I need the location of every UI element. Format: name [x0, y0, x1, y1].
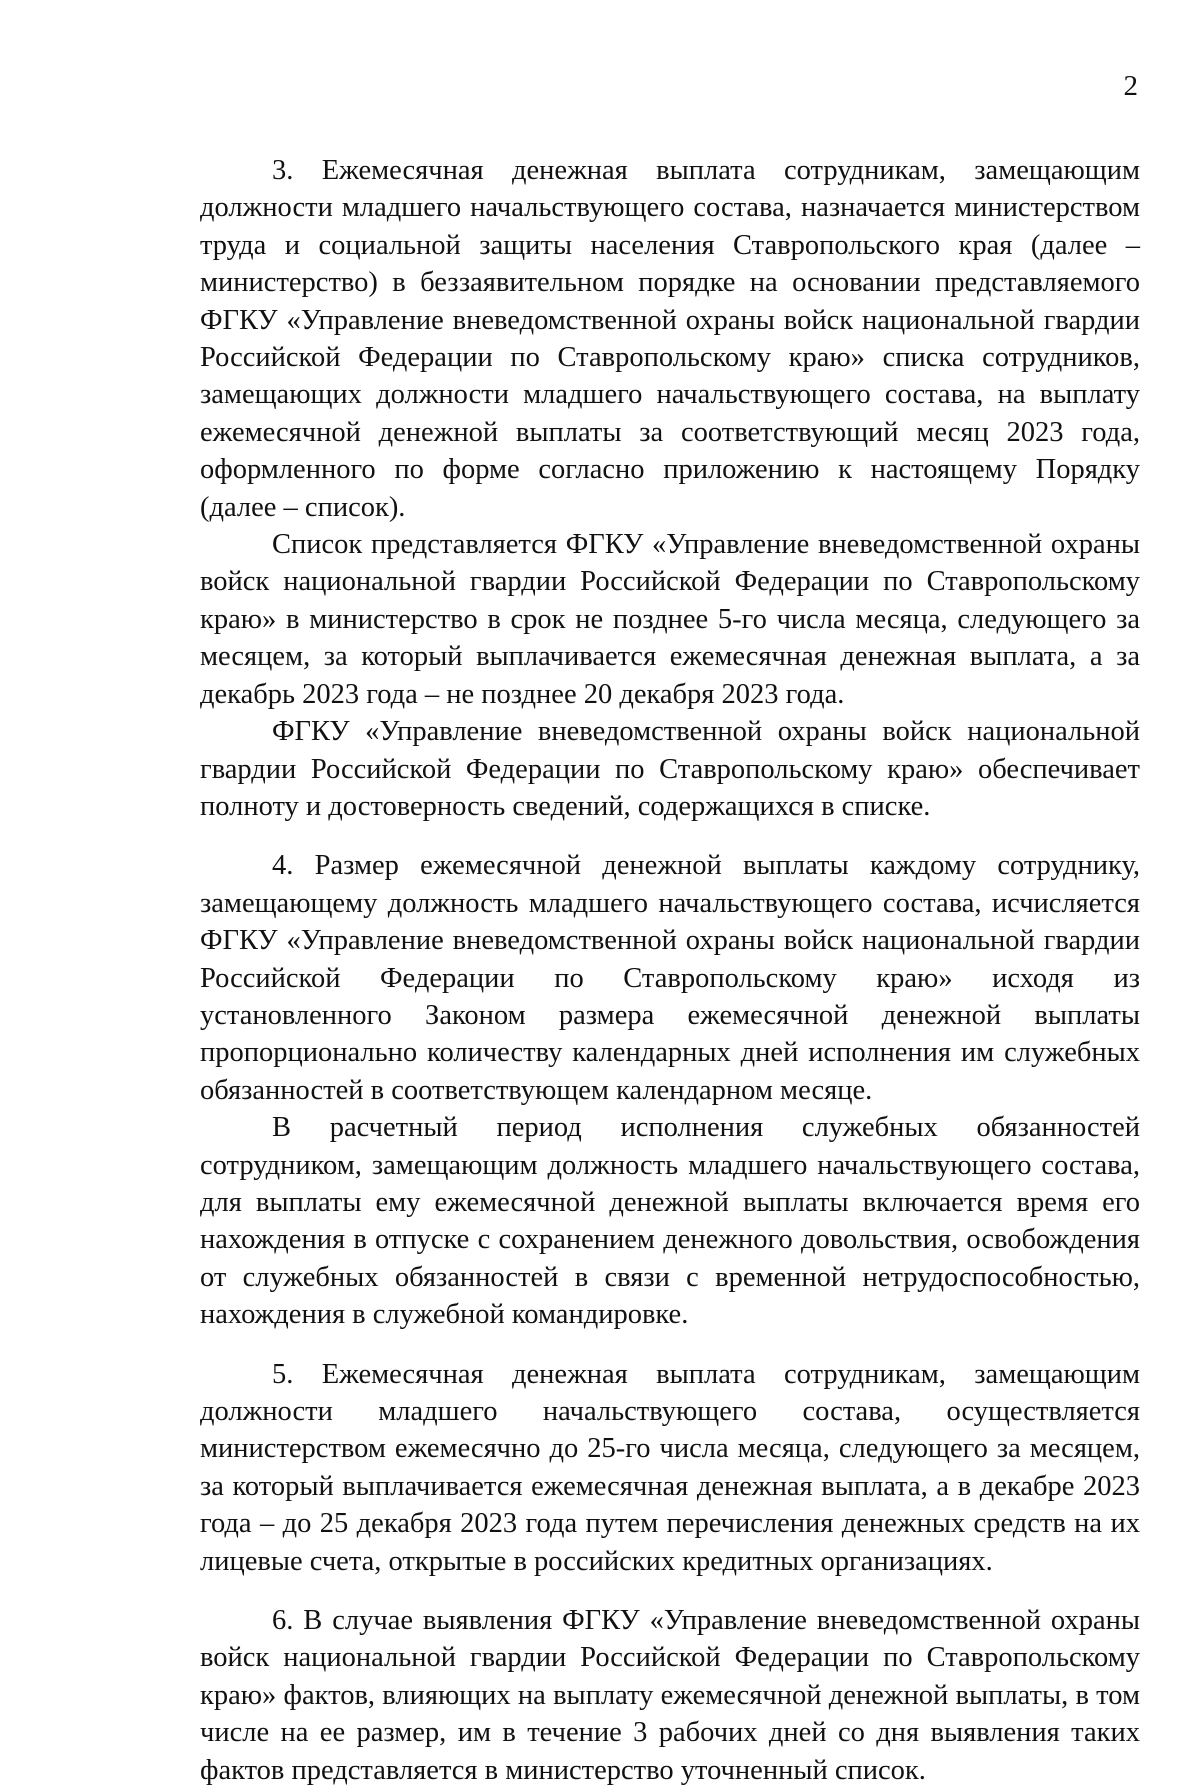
- page-number: 2: [1123, 70, 1138, 102]
- paragraph-item-6: 6. В случае выявления ФГКУ «Управление вневедомственной охраны войск национальной гвардии Российской Федерации по Ставропольскому краю» фактов, влияющих на выплату ежемесячной денежной выплаты, в том числе на ее размер, им в течение 3 рабочих дней со дня выявления таких фактов представляется в министерство уточненный список.: [200, 1605, 1140, 1786]
- paragraph-accuracy: ФГКУ «Управление вневедомственной охраны войск национальной гвардии Российской Федерации по Ставропольскому краю» обеспечивает полноту и достоверность сведений, содержащихся в списке.: [200, 716, 1140, 822]
- paragraph-item-3: 3. Ежемесячная денежная выплата сотрудникам, замещающим должности младшего начальствующего состава, назначается министерством труда и социальной защиты населения Ставропольского края (далее – министерство) в беззаявительном порядке на основании представляемого ФГКУ «Управление вневедомственной охраны войск национальной гвардии Российской Федерации по Ставропольскому краю» списка сотрудников, замещающих должности младшего начальствующего состава, на выплату ежемесячной денежной выплаты за соответствующий месяц 2023 года, оформленного по форме согласно приложению к настоящему Порядку (далее – список).: [200, 155, 1140, 523]
- paragraph-calculation-period: В расчетный период исполнения служебных обязанностей сотрудником, замещающим должность младшего начальствующего состава, для выплаты ему ежемесячной денежной выплаты включается время его нахождения в отпуске с сохранением денежного довольствия, освобождения от служебных обязанностей в связи с временной нетрудоспособностью, нахождения в служебной командировке.: [200, 1112, 1140, 1331]
- document-body: [200, 152, 1140, 1789]
- paragraph-list-submission: Список представляется ФГКУ «Управление вневедомственной охраны войск национальной гвардии Российской Федерации по Ставропольскому краю» в министерство в срок не позднее 5-го числа месяца, следующего за месяцем, за который выплачивается ежемесячная денежная выплата, а за декабрь 2023 года – не позднее 20 декабря 2023 года.: [200, 529, 1140, 710]
- paragraph-item-5: 5. Ежемесячная денежная выплата сотрудникам, замещающим должности младшего начальствующего состава, осуществляется министерством ежемесячно до 25-го числа месяца, следующего за месяцем, за который выплачивается ежемесячная денежная выплата, а в декабре 2023 года – до 25 декабря 2023 года путем перечисления денежных средств на их лицевые счета, открытые в российских кредитных организациях.: [200, 1358, 1140, 1577]
- paragraph-item-4: 4. Размер ежемесячной денежной выплаты каждому сотруднику, замещающему должность младшего начальствующего состава, исчисляется ФГКУ «Управление вневедомственной охраны войск национальной гвардии Российской Федерации по Ставропольскому краю» исходя из установленного Законом размера ежемесячной денежной выплаты пропорционально количеству календарных дней исполнения им служебных обязанностей в соответствующем календарном месяце.: [200, 850, 1140, 1106]
